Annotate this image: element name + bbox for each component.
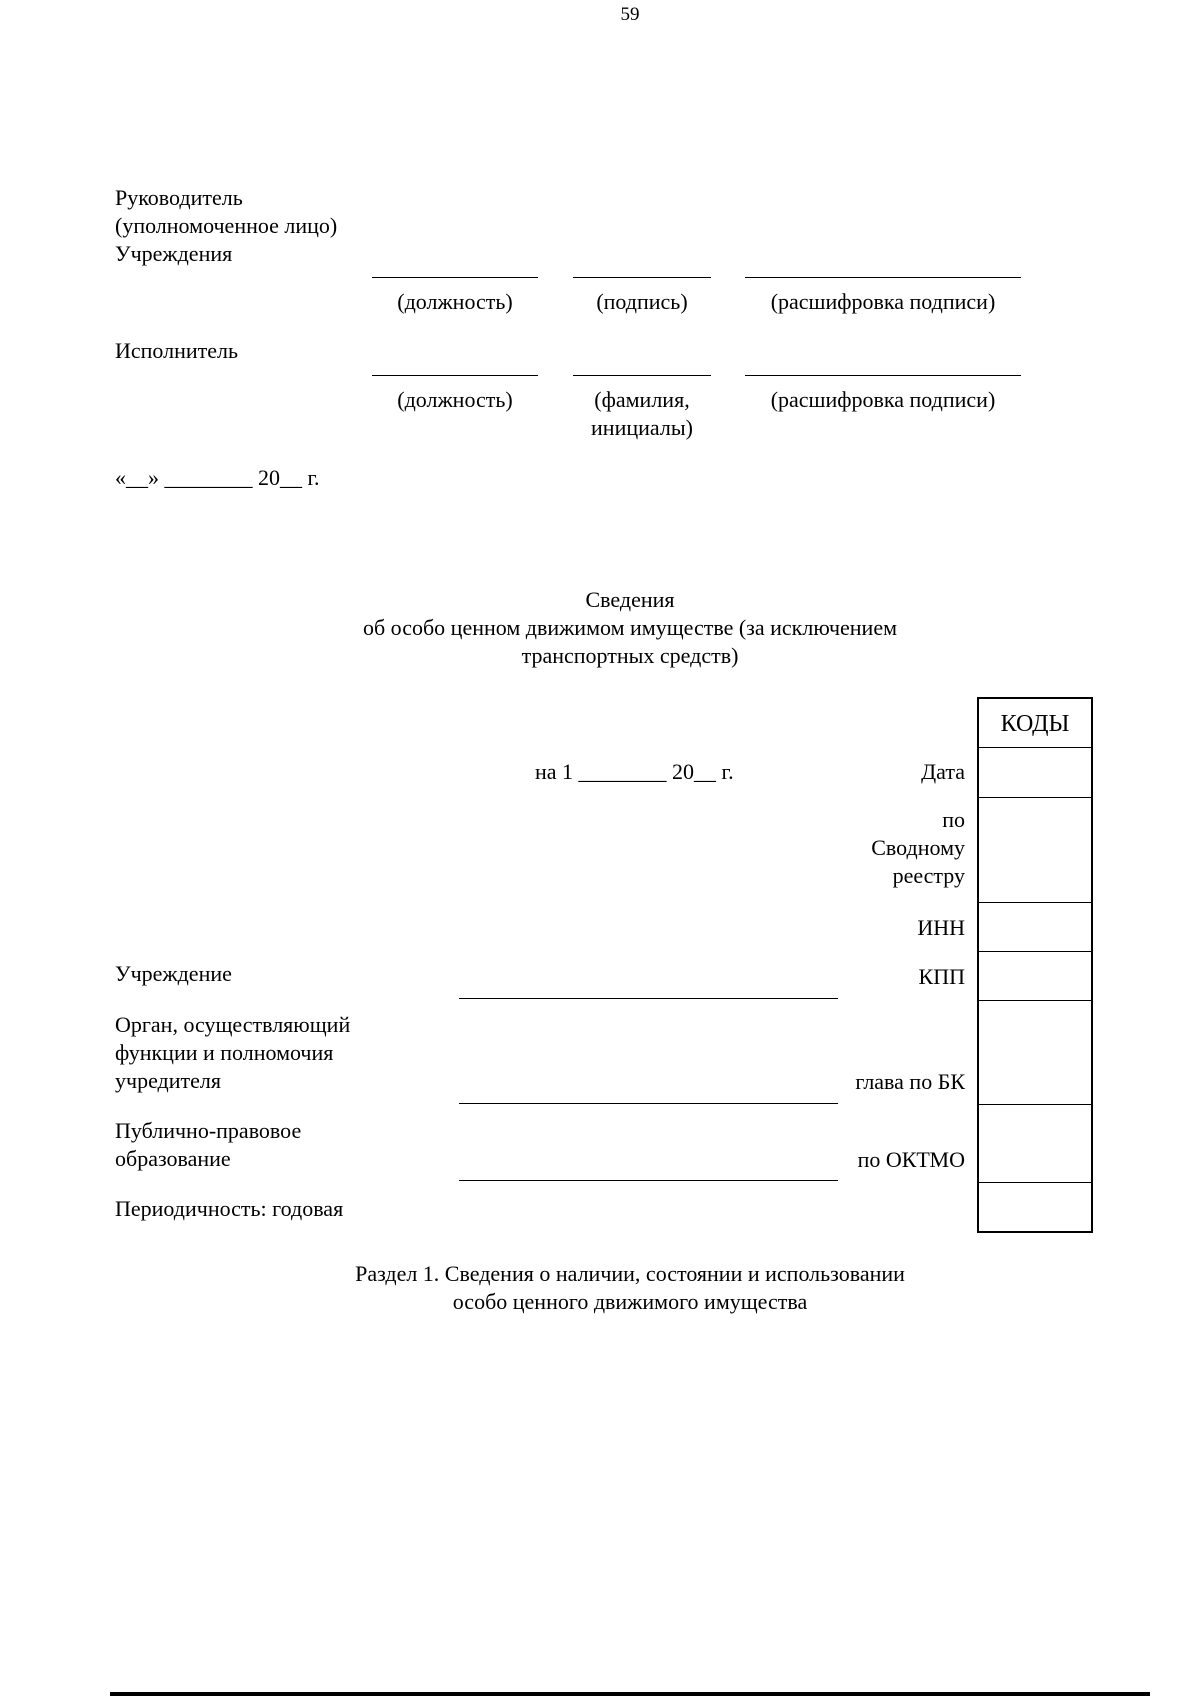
executor-name-caption-1: (фамилия, bbox=[594, 387, 690, 412]
head-signature-line bbox=[573, 277, 711, 278]
title-line-2: об особо ценном движимом имуществе (за исключением bbox=[362, 615, 898, 640]
field-municipality-line bbox=[459, 1180, 838, 1181]
executor-decoding-caption: (расшифровка подписи) bbox=[770, 387, 996, 412]
field-founder-label-3: учредителя bbox=[115, 1068, 221, 1093]
head-label-line-2: (уполномоченное лицо) bbox=[115, 213, 338, 238]
section-title-line-1: Раздел 1. Сведения о наличии, состоянии и использовании bbox=[355, 1261, 905, 1286]
bottom-rule bbox=[110, 1692, 1150, 1696]
codes-divider bbox=[979, 747, 1091, 748]
codes-divider bbox=[979, 1000, 1091, 1001]
field-institution-label: Учреждение bbox=[115, 961, 232, 986]
field-founder-label-1: Орган, осуществляющий bbox=[115, 1012, 351, 1037]
field-municipality-label-1: Публично-правовое bbox=[115, 1118, 302, 1143]
head-label-line-1: Руководитель bbox=[115, 185, 243, 210]
code-label-oktmo: по ОКТМО bbox=[857, 1147, 965, 1172]
code-label-registry-2: Сводному bbox=[871, 835, 965, 860]
code-label-kpp: КПП bbox=[918, 964, 965, 989]
field-founder-line bbox=[459, 1103, 838, 1104]
head-decoding-caption: (расшифровка подписи) bbox=[770, 289, 996, 314]
code-label-chapter: глава по БК bbox=[855, 1069, 965, 1094]
codes-divider bbox=[979, 1104, 1091, 1105]
executor-name-line bbox=[573, 375, 711, 376]
report-date-field: на 1 ________ 20__ г. bbox=[535, 759, 734, 784]
head-signature-caption: (подпись) bbox=[596, 289, 688, 314]
section-title-line-2: особо ценного движимого имущества bbox=[452, 1289, 808, 1314]
code-label-registry-1: по bbox=[942, 807, 965, 832]
codes-divider bbox=[979, 797, 1091, 798]
codes-table bbox=[977, 697, 1093, 1233]
code-label-registry-3: реестру bbox=[892, 863, 965, 888]
head-position-line bbox=[372, 277, 538, 278]
executor-name-caption-2: инициалы) bbox=[591, 415, 693, 440]
codes-divider bbox=[979, 1182, 1091, 1183]
field-periodicity: Периодичность: годовая bbox=[115, 1196, 344, 1221]
field-institution-line bbox=[459, 998, 838, 999]
code-label-date: Дата bbox=[921, 759, 965, 784]
codes-divider bbox=[979, 951, 1091, 952]
field-founder-label-2: функции и полномочия bbox=[115, 1040, 334, 1065]
head-position-caption: (должность) bbox=[397, 289, 513, 314]
signature-date: «__» ________ 20__ г. bbox=[115, 465, 320, 490]
executor-position-caption: (должность) bbox=[397, 387, 513, 412]
executor-decoding-line bbox=[745, 375, 1021, 376]
page-number: 59 bbox=[620, 4, 640, 25]
codes-header: КОДЫ bbox=[1000, 710, 1070, 737]
field-municipality-label-2: образование bbox=[115, 1146, 231, 1171]
head-label-line-3: Учреждения bbox=[115, 241, 233, 266]
executor-label: Исполнитель bbox=[115, 338, 239, 363]
code-label-inn: ИНН bbox=[917, 915, 965, 940]
title-line-1: Сведения bbox=[585, 587, 675, 612]
head-decoding-line bbox=[745, 277, 1021, 278]
executor-position-line bbox=[372, 375, 538, 376]
codes-divider bbox=[979, 902, 1091, 903]
title-line-3: транспортных средств) bbox=[521, 643, 739, 668]
